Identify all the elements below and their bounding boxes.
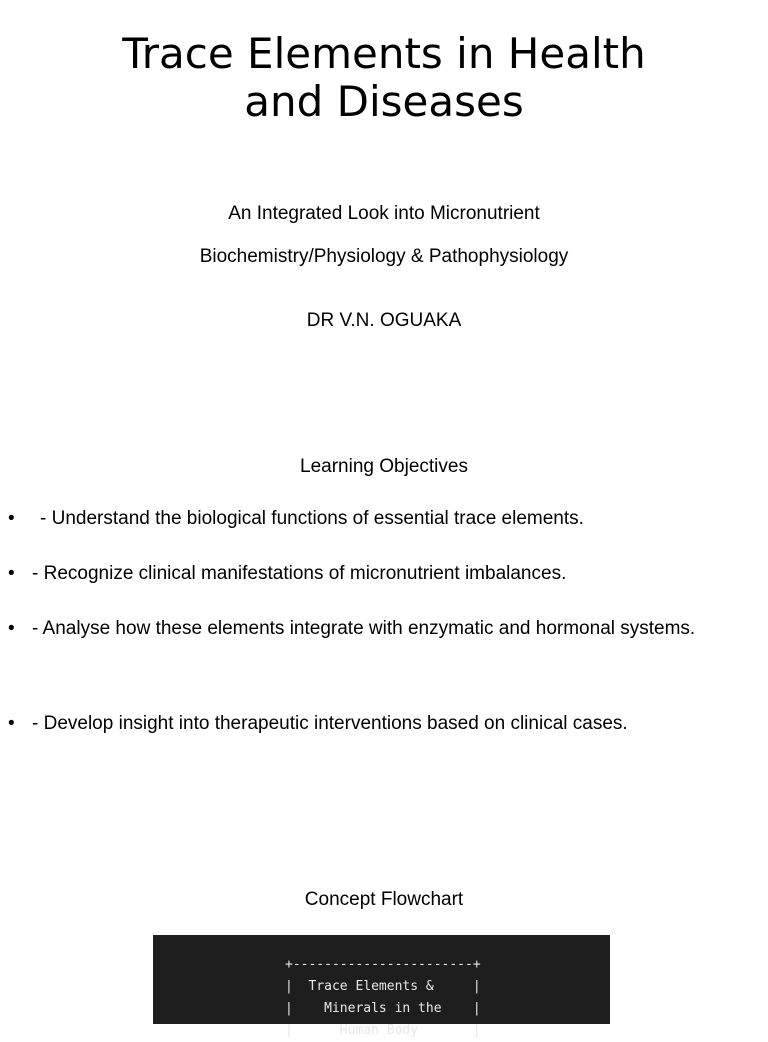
bullet-icon: • — [8, 563, 15, 584]
objective-text: - Develop insight into therapeutic interventions based on clinical cases. — [32, 713, 628, 734]
subtitle-line-2: Biochemistry/Physiology & Pathophysiology — [199, 246, 569, 267]
flowchart-line: | Human Body | — [285, 1023, 481, 1038]
subtitle-line-1: An Integrated Look into Micronutrient — [228, 203, 540, 224]
page-title — [0, 30, 768, 126]
concept-flowchart-heading: Concept Flowchart — [304, 889, 464, 910]
objective-item-4 — [8, 712, 768, 736]
author-name: DR V.N. OGUAKA — [306, 310, 462, 331]
bullet-icon: • — [8, 618, 15, 639]
learning-objectives-heading: Learning Objectives — [300, 456, 468, 477]
flowchart-line: | Minerals in the | — [285, 1001, 481, 1016]
bullet-icon: • — [8, 508, 15, 529]
objective-text: - Recognize clinical manifestations of micronutrient imbalances. — [32, 563, 567, 584]
flowchart-line: | Trace Elements & | — [285, 979, 481, 994]
flowchart-ascii — [285, 954, 481, 1042]
objective-text: - Understand the biological functions of essential trace elements. — [40, 508, 584, 529]
objective-text: - Analyse how these elements integrate with enzymatic and hormonal systems. — [32, 618, 696, 639]
objective-item-3 — [8, 617, 768, 641]
objective-item-1 — [8, 507, 768, 531]
title-line-1: Trace Elements in Health — [122, 29, 646, 78]
flowchart-line: +-----------------------+ — [285, 957, 481, 972]
concept-flowchart-image — [153, 935, 610, 1038]
bullet-icon: • — [8, 713, 15, 734]
objective-item-2 — [8, 562, 768, 586]
title-line-2: and Diseases — [244, 77, 524, 126]
